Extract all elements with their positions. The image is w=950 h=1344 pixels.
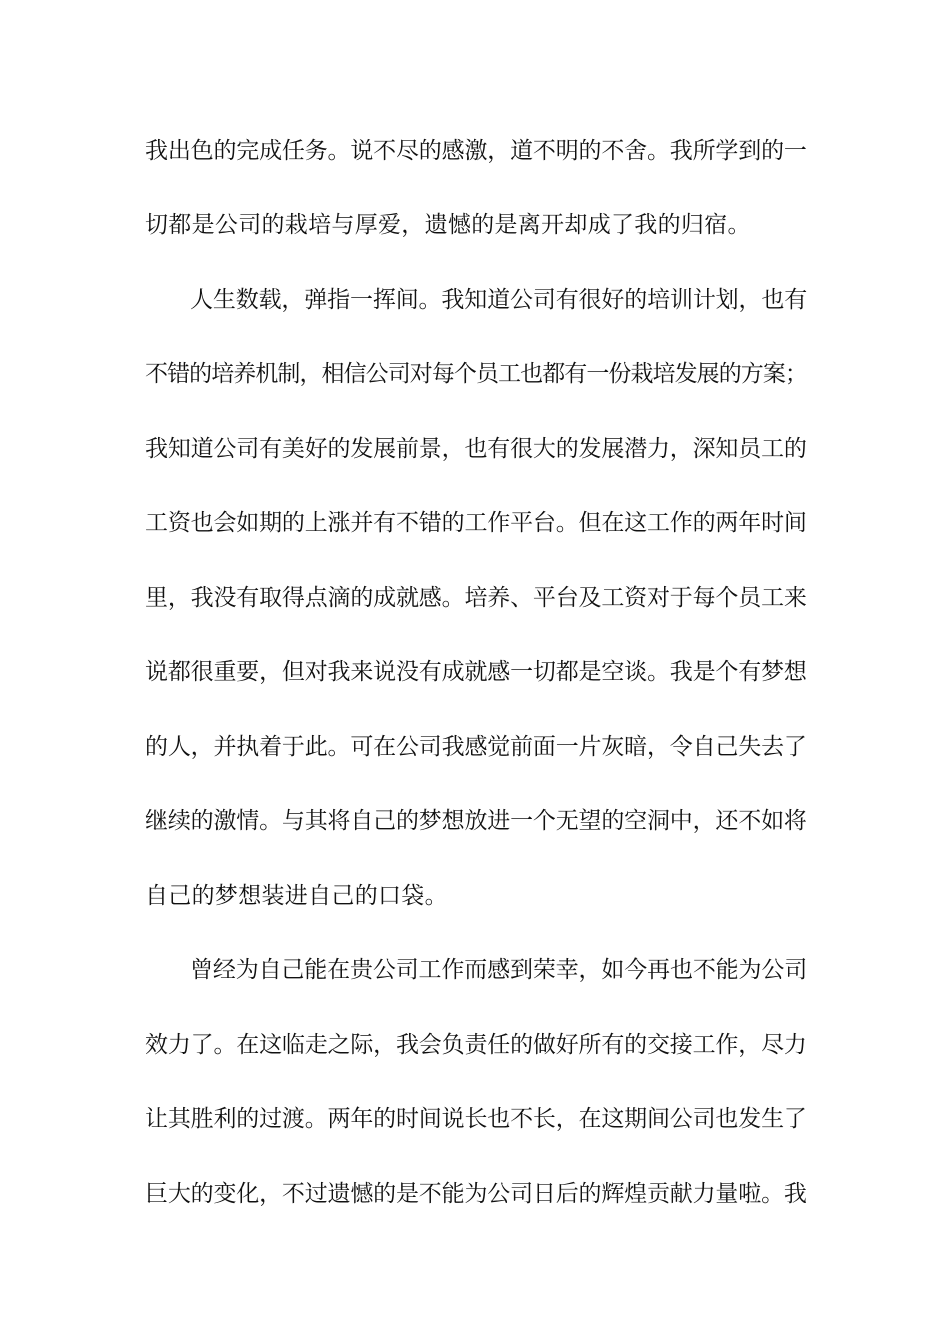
- text-line: 说都很重要，但对我来说没有成就感一切都是空谈。我是个有梦想: [145, 659, 807, 685]
- text-line: 继续的激情。与其将自己的梦想放进一个无望的空洞中，还不如将: [145, 808, 807, 834]
- text-line: 工资也会如期的上涨并有不错的工作平台。但在这工作的两年时间: [145, 510, 807, 536]
- text-line: 自己的梦想装进自己的口袋。: [145, 883, 448, 909]
- text-line: 我出色的完成任务。说不尽的感激，道不明的不舍。我所学到的一: [145, 138, 807, 164]
- text-line: 的人，并执着于此。可在公司我感觉前面一片灰暗，令自己失去了: [145, 734, 807, 760]
- paragraph-start-line: 曾经为自己能在贵公司工作而感到荣幸，如今再也不能为公司: [190, 957, 808, 983]
- text-line: 切都是公司的栽培与厚爱，遗憾的是离开却成了我的归宿。: [145, 212, 751, 238]
- paragraph-start-line: 人生数载，弹指一挥间。我知道公司有很好的培训计划，也有: [190, 287, 808, 313]
- text-line: 巨大的变化，不过遗憾的是不能为公司日后的辉煌贡献力量啦。我: [145, 1181, 807, 1207]
- text-line: 效力了。在这临走之际，我会负责任的做好所有的交接工作，尽力: [145, 1032, 807, 1058]
- text-line: 让其胜利的过渡。两年的时间说长也不长，在这期间公司也发生了: [145, 1106, 807, 1132]
- text-line: 里，我没有取得点滴的成就感。培养、平台及工资对于每个员工来: [145, 585, 807, 611]
- text-line: 我知道公司有美好的发展前景，也有很大的发展潜力，深知员工的: [145, 436, 807, 462]
- text-line: 不错的培养机制，相信公司对每个员工也都有一份栽培发展的方案；: [145, 361, 808, 387]
